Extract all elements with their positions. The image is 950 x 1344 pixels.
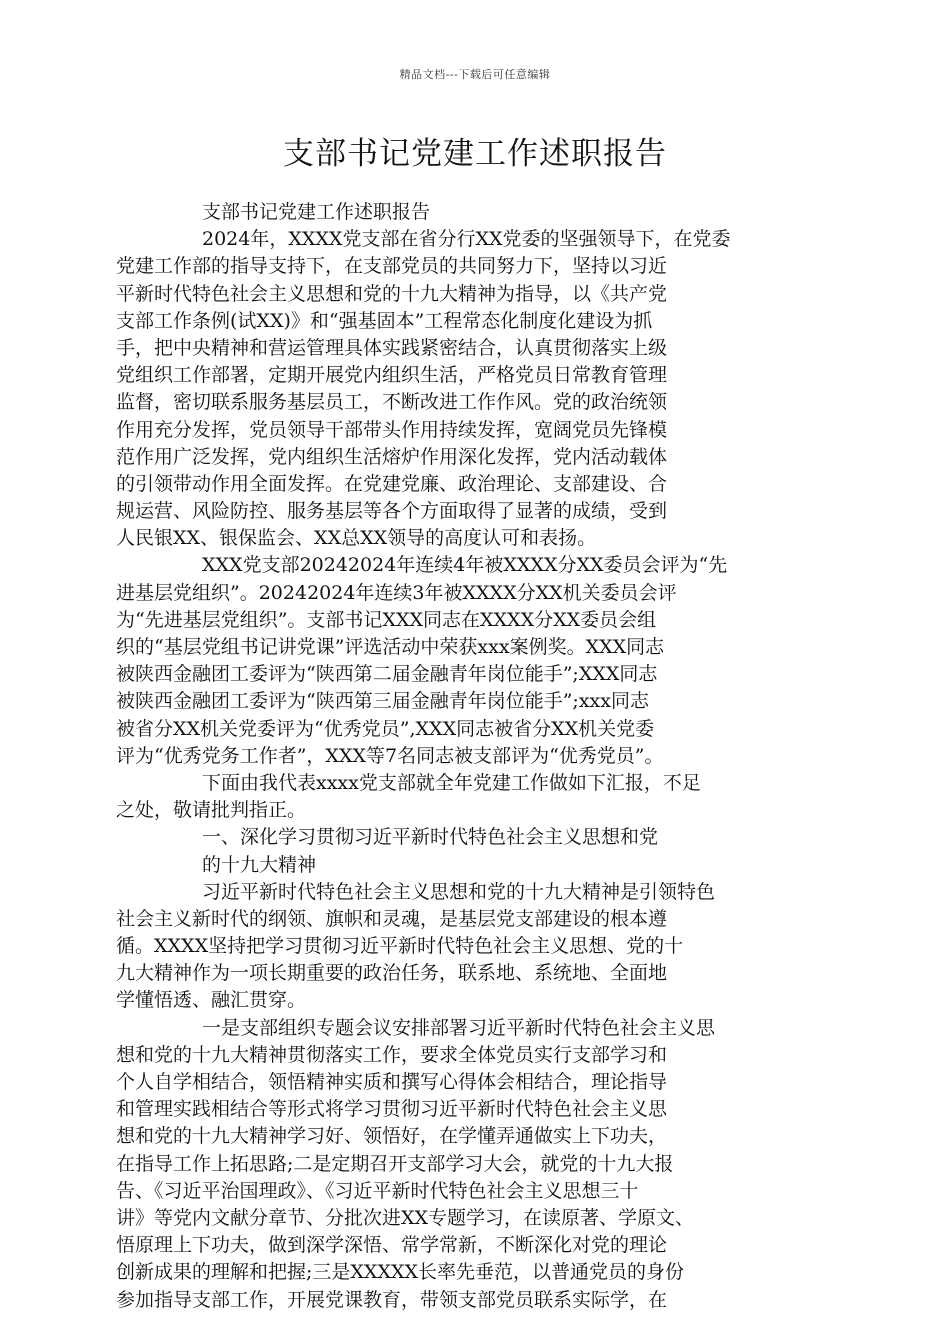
body-text-line: 党建工作部的指导支持下，在支部党员的共同努力下，坚持以习近 <box>116 255 668 278</box>
body-text-line: 习近平新时代特色社会主义思想和党的十九大精神是引领特色 <box>202 880 716 903</box>
body-text-line: 被省分XX机关党委评为“优秀党员”,XXX同志被省分XX机关党委 <box>116 717 655 740</box>
body-text-line: 想和党的十九大精神学习好、领悟好，在学懂弄通做实上下功夫， <box>116 1125 668 1148</box>
body-text-line: 循。XXXX坚持把学习贯彻习近平新时代特色社会主义思想、党的十 <box>116 935 684 958</box>
body-text-line: 讲》等党内文献分章节、分批次进XX专题学习，在读原著、学原文、 <box>116 1206 695 1229</box>
body-text-line: 支部工作条例(试XX)》和“强基固本”工程常态化制度化建设为抓 <box>116 309 653 332</box>
body-text-line: 党组织工作部署，定期开展党内组织生活，严格党员日常教育管理 <box>116 364 668 387</box>
body-text-line: 范作用广泛发挥，党内组织生活熔炉作用深化发挥，党内活动载体 <box>116 445 668 468</box>
body-text-line: 被陕西金融团工委评为“陕西第三届金融青年岗位能手”;xxx同志 <box>116 690 649 713</box>
body-text-line: 被陕西金融团工委评为“陕西第二届金融青年岗位能手”;XXX同志 <box>116 663 658 686</box>
body-text-line: 创新成果的理解和把握;三是XXXXX长率先垂范，以普通党员的身份 <box>116 1261 685 1284</box>
document-body <box>116 199 826 1314</box>
body-text-line: 支部书记党建工作述职报告 <box>202 201 431 223</box>
body-text-line: 之处，敬请批判指正。 <box>116 799 307 822</box>
document-title: 支部书记党建工作述职报告 <box>283 136 667 172</box>
body-text-line: 参加指导支部工作，开展党课教育，带领支部党员联系实际学，在 <box>116 1288 668 1311</box>
body-text-line: 一、深化学习贯彻习近平新时代特色社会主义思想和党 <box>202 826 659 849</box>
body-text-line: 织的“基层党组书记讲党课”评选活动中荣获xxx案例奖。XXX同志 <box>116 636 665 658</box>
body-text-line: 的引领带动作用全面发挥。在党建党廉、政治理论、支部建设、合 <box>116 472 668 495</box>
body-text-line: 人民银XX、银保监会、XX总XX领导的高度认可和表扬。 <box>116 527 597 550</box>
body-text-line: 作用充分发挥，党员领导干部带头作用持续发挥，宽阔党员先锋模 <box>116 418 668 441</box>
body-text-line: 评为“优秀党务工作者”，XXX等7名同志被支部评为“优秀党员”。 <box>116 744 664 767</box>
body-text-line: 告、《习近平治国理政》、《习近平新时代特色社会主义思想三十 <box>116 1179 639 1202</box>
body-text-line: 下面由我代表xxxx党支部就全年党建工作做如下汇报，不足 <box>202 771 701 794</box>
body-text-line: 为“先进基层党组织”。支部书记XXX同志在XXXX分XX委员会组 <box>116 608 657 631</box>
body-text-line: 规运营、风险防控、服务基层等各个方面取得了显著的成绩，受到 <box>116 500 668 523</box>
header-note: 精品文档---下载后可任意编辑 <box>399 68 551 81</box>
body-text-line: 平新时代特色社会主义思想和党的十九大精神为指导，以《共产党 <box>116 282 668 305</box>
body-text-line: 手，把中央精神和营运管理具体实践紧密结合，认真贯彻落实上级 <box>116 336 668 359</box>
body-text-line: 在指导工作上拓思路;二是定期召开支部学习大会，就党的十九大报 <box>116 1152 674 1175</box>
body-text-line: 悟原理上下功夫，做到深学深悟、常学常新，不断深化对党的理论 <box>116 1234 668 1257</box>
body-text-line: 的十九大精神 <box>202 853 317 876</box>
body-text-line: 九大精神作为一项长期重要的政治任务，联系地、系统地、全面地 <box>116 962 668 985</box>
body-text-line: 学懂悟透、融汇贯穿。 <box>116 989 307 1012</box>
body-text-line: 社会主义新时代的纲领、旗帜和灵魂，是基层党支部建设的根本遵 <box>116 907 668 930</box>
body-text-line: 2024年，XXXX党支部在省分行XX党委的坚强领导下，在党委 <box>202 228 731 251</box>
body-text-line: 进基层党组织”。20242024年连续3年被XXXX分XX机关委员会评 <box>116 581 677 604</box>
body-text-line: 监督，密切联系服务基层员工，不断改进工作作风。党的政治统领 <box>116 391 668 414</box>
body-text-line: 一是支部组织专题会议安排部署习近平新时代特色社会主义思 <box>202 1016 716 1039</box>
body-text-line: 想和党的十九大精神贯彻落实工作，要求全体党员实行支部学习和 <box>116 1043 668 1066</box>
body-text-line: 和管理实践相结合等形式将学习贯彻习近平新时代特色社会主义思 <box>116 1098 668 1121</box>
body-text-line: XXX党支部20242024年连续4年被XXXX分XX委员会评为“先 <box>202 554 728 577</box>
body-text-line: 个人自学相结合，领悟精神实质和撰写心得体会相结合，理论指导 <box>116 1071 668 1093</box>
